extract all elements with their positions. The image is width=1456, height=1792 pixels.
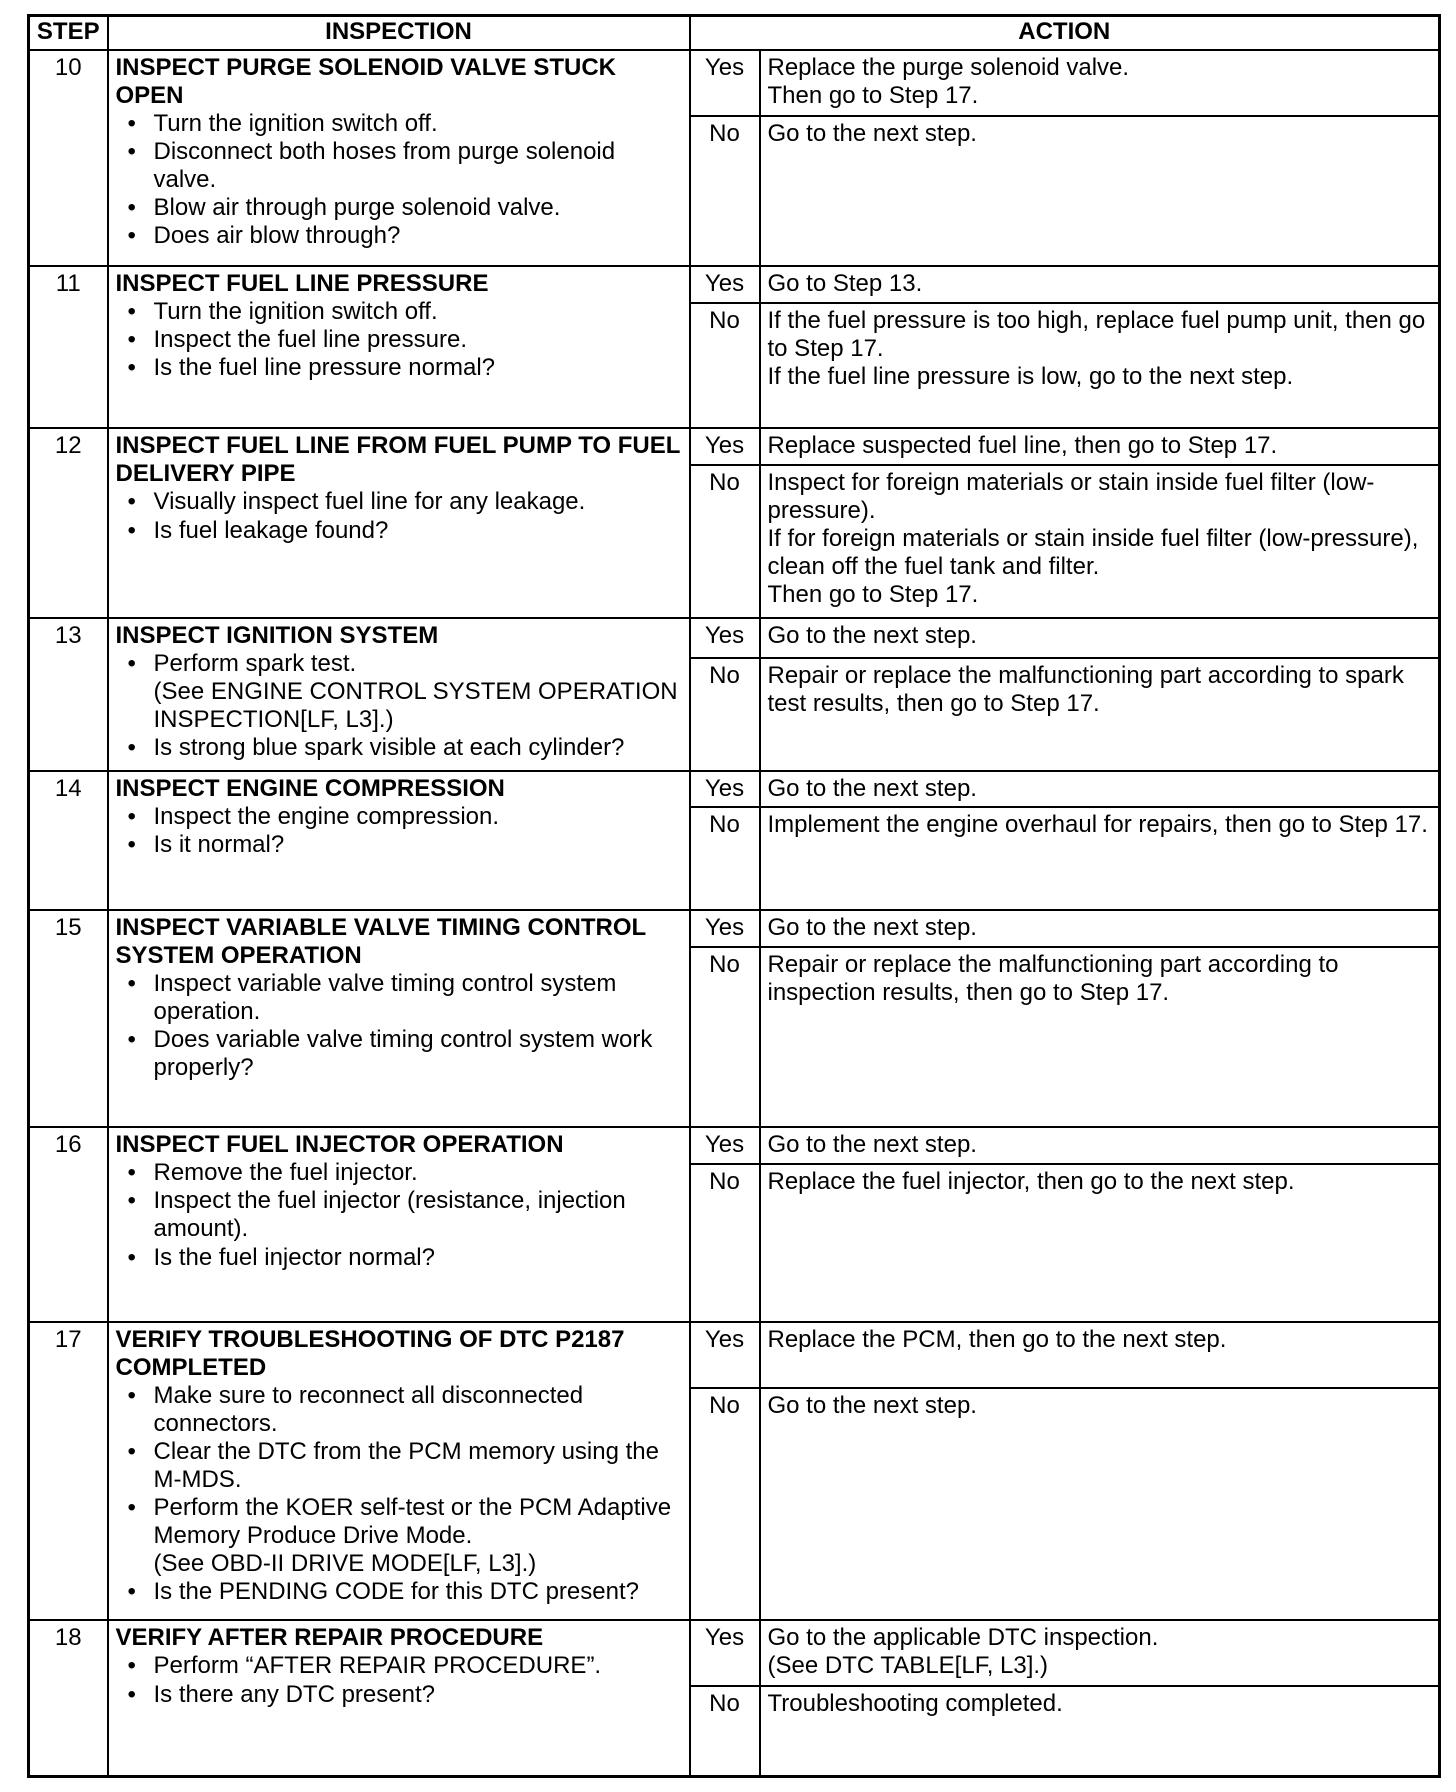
- step-number: 11: [29, 266, 108, 428]
- inspection-bullets: [116, 1382, 682, 1607]
- inspection-title: INSPECT FUEL INJECTOR OPERATION: [115, 1131, 564, 1159]
- bullet-item: • Visually inspect fuel line for any leakage.: [154, 488, 682, 516]
- inspection-bullets: [116, 488, 682, 544]
- bullet-line: • Perform spark test.: [153, 649, 357, 677]
- bullet-item: • Perform “AFTER REPAIR PROCEDURE”.: [154, 1652, 682, 1680]
- action-line: If the fuel pressure is too high, replace fuel pump unit, then go to Step 17.: [767, 306, 1426, 362]
- table-body: [29, 50, 1440, 1777]
- answer-yes: Yes: [690, 1322, 760, 1389]
- inspection-bullets: [116, 298, 682, 382]
- inspection-cell: [108, 618, 690, 771]
- table-row: [29, 428, 1440, 464]
- action-yes: [760, 50, 1440, 116]
- answer-yes: Yes: [690, 1127, 760, 1163]
- inspection-bullets: [116, 1159, 682, 1271]
- answer-no: No: [690, 116, 760, 267]
- bullet-item: • Clear the DTC from the PCM memory using the M-MDS.: [154, 1438, 682, 1494]
- answer-yes: Yes: [690, 910, 760, 946]
- action-line: Go to the next step.: [767, 621, 977, 649]
- action-line: Go to the next step.: [767, 1131, 977, 1159]
- action-yes: [760, 618, 1440, 658]
- inspection-title: INSPECT FUEL LINE FROM FUEL PUMP TO FUEL DELIVERY PIPE: [115, 432, 680, 488]
- action-line: Replace the fuel injector, then go to the next step.: [767, 1167, 1295, 1195]
- action-no: [760, 947, 1440, 1128]
- bullet-item: • Inspect variable valve timing control system operation.: [154, 970, 682, 1026]
- answer-no: No: [690, 1164, 760, 1322]
- table-header-row: [29, 16, 1440, 51]
- inspection-title: INSPECT ENGINE COMPRESSION: [115, 774, 505, 802]
- action-no: [760, 116, 1440, 267]
- bullet-item: [154, 1494, 682, 1578]
- step-number: 13: [29, 618, 108, 771]
- answer-yes: Yes: [690, 1620, 760, 1686]
- bullet-item: • Turn the ignition switch off.: [154, 298, 682, 326]
- action-no: [760, 807, 1440, 910]
- bullet-item: • Does air blow through?: [154, 222, 682, 250]
- inspection-bullets: [116, 803, 682, 859]
- action-line: Repair or replace the malfunctioning part according to spark test results, then go to Step 17.: [767, 661, 1404, 717]
- answer-no: No: [690, 1388, 760, 1620]
- step-number: 10: [29, 50, 108, 266]
- action-no: [760, 1388, 1440, 1620]
- inspection-cell: [108, 428, 690, 618]
- answer-no: No: [690, 658, 760, 771]
- action-line: Replace the PCM, then go to the next step.: [767, 1325, 1227, 1353]
- bullet-item: • Is fuel leakage found?: [154, 517, 682, 545]
- action-line: If for foreign materials or stain inside fuel filter (low-pressure), clean off the fuel tank and filter.: [767, 524, 1419, 580]
- inspection-title: INSPECT PURGE SOLENOID VALVE STUCK OPEN: [115, 54, 616, 110]
- table-row: [29, 50, 1440, 116]
- inspection-title: INSPECT IGNITION SYSTEM: [115, 621, 439, 649]
- inspection-cell: [108, 1127, 690, 1321]
- answer-yes: Yes: [690, 50, 760, 116]
- action-line: If the fuel line pressure is low, go to the next step.: [767, 362, 1294, 390]
- action-line: Go to the next step.: [767, 1392, 977, 1420]
- action-yes: [760, 1322, 1440, 1389]
- header-step: STEP: [29, 16, 108, 51]
- inspection-title: INSPECT FUEL LINE PRESSURE: [115, 270, 489, 298]
- bullet-item: • Is it normal?: [154, 831, 682, 859]
- bullet-item: • Disconnect both hoses from purge solenoid valve.: [154, 138, 682, 194]
- answer-yes: Yes: [690, 428, 760, 464]
- action-yes: [760, 771, 1440, 807]
- bullet-line: (See ENGINE CONTROL SYSTEM OPERATION INSPECTION[LF, L3].): [153, 677, 678, 734]
- action-line: Then go to Step 17.: [767, 581, 979, 609]
- step-number: 16: [29, 1127, 108, 1321]
- bullet-item: • Does variable valve timing control system work properly?: [154, 1026, 682, 1082]
- header-action: ACTION: [690, 16, 1440, 51]
- troubleshooting-table: [27, 14, 1441, 1778]
- answer-no: No: [690, 465, 760, 618]
- action-no: [760, 465, 1440, 618]
- action-yes: [760, 1620, 1440, 1686]
- inspection-cell: [108, 910, 690, 1127]
- action-line: Replace the purge solenoid valve.: [767, 54, 1130, 81]
- bullet-item: • Inspect the fuel line pressure.: [154, 326, 682, 354]
- bullet-item: • Blow air through purge solenoid valve.: [154, 194, 682, 222]
- answer-yes: Yes: [690, 618, 760, 658]
- inspection-bullets: [116, 970, 682, 1082]
- step-number: 18: [29, 1620, 108, 1776]
- inspection-title: VERIFY AFTER REPAIR PROCEDURE: [115, 1624, 544, 1652]
- action-line: Inspect for foreign materials or stain inside fuel filter (low-pressure).: [767, 468, 1375, 524]
- table-row: [29, 1322, 1440, 1389]
- action-yes: [760, 428, 1440, 464]
- inspection-cell: [108, 771, 690, 910]
- table-row: [29, 618, 1440, 658]
- inspection-bullets: [116, 650, 682, 762]
- action-line: (See DTC TABLE[LF, L3].): [767, 1652, 1049, 1680]
- action-no: [760, 1686, 1440, 1777]
- step-number: 14: [29, 771, 108, 910]
- action-no: [760, 658, 1440, 771]
- action-line: Troubleshooting completed.: [767, 1689, 1063, 1717]
- action-no: [760, 1164, 1440, 1322]
- answer-yes: Yes: [690, 266, 760, 302]
- inspection-bullets: [116, 1652, 682, 1708]
- action-line: Go to the next step.: [767, 119, 977, 147]
- action-line: Implement the engine overhaul for repairs, then go to Step 17.: [767, 811, 1428, 839]
- action-line: Go to Step 13.: [767, 270, 923, 298]
- inspection-bullets: [116, 110, 682, 250]
- answer-no: No: [690, 807, 760, 910]
- inspection-cell: [108, 1322, 690, 1621]
- action-line: Go to the next step.: [767, 774, 977, 802]
- action-line: Then go to Step 17.: [767, 82, 979, 110]
- header-inspection: INSPECTION: [108, 16, 690, 51]
- bullet-item: • Is the fuel line pressure normal?: [154, 354, 682, 382]
- bullet-item: • Is the fuel injector normal?: [154, 1244, 682, 1272]
- bullet-line: • Perform the KOER self-test or the PCM Adaptive Memory Produce Drive Mode.: [153, 1493, 672, 1550]
- table-row: [29, 266, 1440, 302]
- inspection-title: INSPECT VARIABLE VALVE TIMING CONTROL SYSTEM OPERATION: [115, 914, 646, 970]
- answer-no: No: [690, 947, 760, 1128]
- action-line: Replace suspected fuel line, then go to Step 17.: [767, 432, 1278, 460]
- inspection-cell: [108, 1620, 690, 1776]
- bullet-item: • Is there any DTC present?: [154, 1681, 682, 1709]
- action-line: Go to the next step.: [767, 914, 977, 942]
- step-number: 15: [29, 910, 108, 1127]
- answer-no: No: [690, 303, 760, 429]
- inspection-title: VERIFY TROUBLESHOOTING OF DTC P2187 COMPLETED: [115, 1325, 625, 1381]
- table-row: [29, 1127, 1440, 1163]
- bullet-item: • Turn the ignition switch off.: [154, 110, 682, 138]
- action-line: Repair or replace the malfunctioning part according to inspection results, then go to Step 17.: [767, 950, 1339, 1006]
- table-row: [29, 1620, 1440, 1686]
- bullet-item: • Remove the fuel injector.: [154, 1159, 682, 1187]
- bullet-item: • Inspect the fuel injector (resistance, injection amount).: [154, 1187, 682, 1243]
- action-line: Go to the applicable DTC inspection.: [767, 1624, 1159, 1652]
- bullet-line: (See OBD-II DRIVE MODE[LF, L3].): [153, 1550, 537, 1578]
- bullet-item: • Make sure to reconnect all disconnected connectors.: [154, 1382, 682, 1438]
- action-yes: [760, 1127, 1440, 1163]
- action-yes: [760, 266, 1440, 302]
- action-yes: [760, 910, 1440, 946]
- table-row: [29, 910, 1440, 946]
- step-number: 12: [29, 428, 108, 618]
- answer-yes: Yes: [690, 771, 760, 807]
- action-no: [760, 303, 1440, 429]
- inspection-cell: [108, 266, 690, 428]
- bullet-item: • Is strong blue spark visible at each cylinder?: [154, 734, 682, 762]
- bullet-item: • Inspect the engine compression.: [154, 803, 682, 831]
- inspection-cell: [108, 50, 690, 266]
- bullet-item: • Is the PENDING CODE for this DTC present?: [154, 1578, 682, 1606]
- answer-no: No: [690, 1686, 760, 1777]
- step-number: 17: [29, 1322, 108, 1621]
- table-row: [29, 771, 1440, 807]
- bullet-item: [154, 650, 682, 734]
